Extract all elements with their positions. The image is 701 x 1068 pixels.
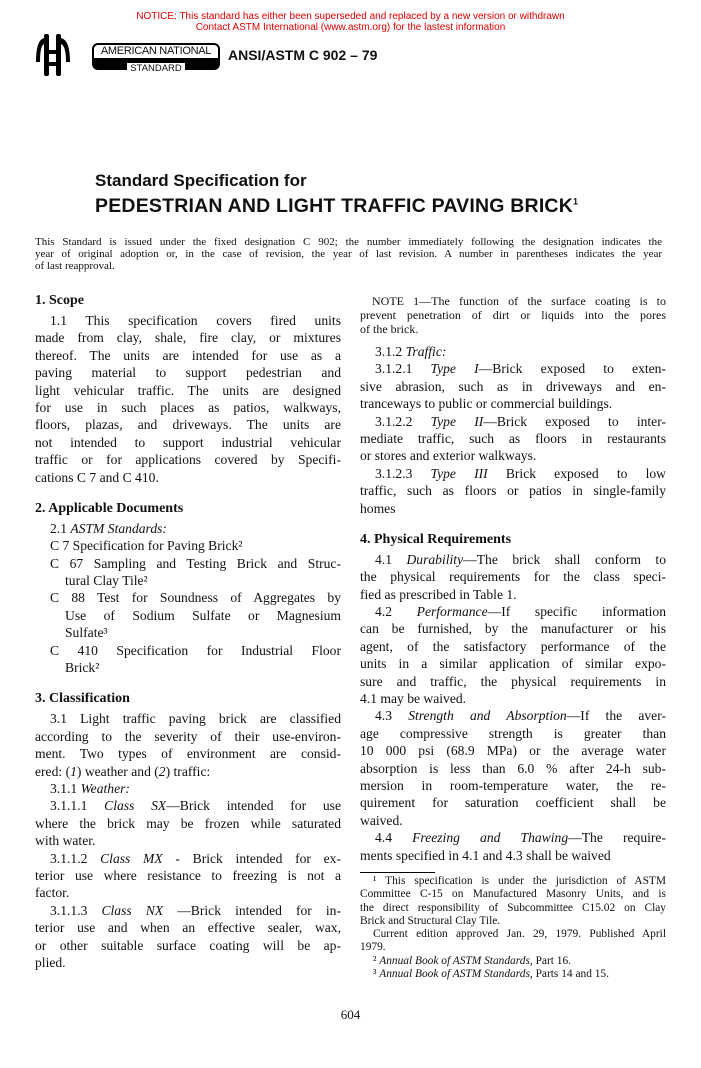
text-line: sure and traffic, the physical requirements in <box>360 673 666 689</box>
text-line <box>360 968 666 981</box>
text-line: or stores and exterior walkways. <box>360 448 537 464</box>
emphasis: Type III <box>430 465 488 481</box>
reference-item <box>35 537 341 554</box>
page-number: 604 <box>340 1007 361 1022</box>
text-run: —If the aver- <box>566 708 666 724</box>
text-line <box>360 707 666 724</box>
text-line: traffic, such as floors or patios in single-family <box>360 483 666 499</box>
emphasis: Type II <box>430 413 484 429</box>
emphasis: Performance <box>416 604 488 620</box>
emphasis: 1 <box>70 763 77 779</box>
text-line: Use of Sodium Sulfate or Magnesium <box>65 607 341 623</box>
text-run: 3.1.1.2 <box>50 850 101 866</box>
text-line: homes <box>360 500 396 516</box>
text-line: ments specified in 4.1 and 4.3 shall be waived <box>360 847 611 863</box>
section-heading: 3. Classification <box>35 691 130 707</box>
text-line <box>35 780 341 797</box>
text-line: the physical requirements for the class speci- <box>360 569 666 585</box>
note-block <box>360 294 666 336</box>
title-footnote-mark: 1 <box>573 196 579 207</box>
text-line: 1979. <box>360 941 386 954</box>
text-line: or other suitable surface coating will be ap- <box>35 937 341 953</box>
text-line <box>35 797 341 814</box>
text-line: absorption is less than 6.0 % after 24-h sub- <box>360 760 666 776</box>
footnote <box>360 875 666 928</box>
text-line: C 88 Test for Soundness of Aggregates by <box>50 590 341 606</box>
supersession-notice: NOTICE: This standard has either been superseded and replaced by a new version or withdrawn <box>136 11 565 22</box>
text-line: according to the severity of their use-environ- <box>35 728 341 744</box>
text-line: traffic or for applications covered by Specifi- <box>35 452 341 468</box>
text-line: C 7 Specification for Paving Brick² <box>50 538 243 554</box>
reference-item <box>35 589 341 641</box>
footnote-rule <box>360 872 435 873</box>
text-line: light vehicular traffic. The units are designed <box>35 382 341 398</box>
text-line: tural Clay Tile² <box>65 573 148 589</box>
issuance-statement <box>35 236 662 272</box>
emphasis: Strength and Absorption <box>408 708 567 724</box>
text-line: with water. <box>35 833 96 849</box>
text-line <box>360 603 666 620</box>
text-line: C 410 Specification for Industrial Floor <box>50 642 341 658</box>
text-line: This Standard is issued under the fixed designation C 902; the number immediately following the designation indicates the <box>35 236 662 248</box>
paragraph <box>35 312 341 486</box>
text-line <box>360 955 666 968</box>
section-heading: 2. Applicable Documents <box>35 500 184 516</box>
text-run: —Brick exposed to exten- <box>478 361 667 377</box>
section-heading: 4. Physical Requirements <box>360 531 512 547</box>
paragraph <box>35 850 341 902</box>
emphasis: Traffic: <box>405 344 447 359</box>
footnote <box>360 928 666 955</box>
paragraph <box>35 902 341 972</box>
text-line: tranceways to public or commercial buildings. <box>360 396 613 412</box>
text-line <box>35 763 341 780</box>
paragraph <box>360 360 666 412</box>
text-line: floors, plazas, and driveways. The units are <box>35 417 341 433</box>
text-run: —Brick exposed to inter- <box>483 413 666 429</box>
text-line <box>360 413 666 430</box>
text-run: 3.1.1.3 <box>50 902 102 918</box>
text-line: fied as prescribed in Table 1. <box>360 586 517 602</box>
reference-item <box>35 642 341 677</box>
text-line: sive abrasion, such as in driveways and en- <box>360 378 666 394</box>
paragraph <box>360 551 666 603</box>
text-line <box>360 551 666 568</box>
ansi-badge-top: AMERICAN NATIONAL <box>100 45 212 57</box>
text-line <box>360 465 666 482</box>
paragraph <box>360 343 666 360</box>
text-line: Brick and Structural Clay Tile. <box>360 914 501 927</box>
supersession-notice-contact: Contact ASTM International (www.astm.org) for the lastest information <box>195 22 506 33</box>
text-line: NOTE 1—The function of the surface coating is to <box>372 294 666 308</box>
paragraph <box>360 465 666 517</box>
left-column <box>35 290 341 971</box>
text-run: Brick exposed to low <box>487 465 666 481</box>
paragraph <box>360 413 666 465</box>
text-line: mersion in room-temperature water, the re- <box>360 777 666 793</box>
text-line: 10 000 psi (68.9 MPa) or the average water <box>360 743 666 759</box>
text-line <box>360 360 666 377</box>
emphasis: Class NX <box>101 902 164 918</box>
emphasis: Freezing and Thawing <box>412 830 569 846</box>
text-line: ment. Two types of environment are consid- <box>35 746 341 762</box>
paragraph <box>360 603 666 707</box>
text-run: —Brick intended for use <box>166 798 341 814</box>
paragraph <box>360 707 666 829</box>
text-line: Current edition approved Jan. 29, 1979. Published April <box>373 928 666 941</box>
text-run: 4.2 <box>375 604 417 620</box>
text-run: , Part 16. <box>529 954 572 967</box>
emphasis: Annual Book of ASTM Standards <box>379 954 530 967</box>
text-run: —Brick intended for in- <box>163 902 341 918</box>
title-main: PEDESTRIAN AND LIGHT TRAFFIC PAVING BRICK <box>95 195 573 217</box>
text-run: ³ <box>373 968 380 981</box>
text-line: cations C 7 and C 410. <box>35 469 159 485</box>
emphasis: Durability <box>406 551 464 567</box>
section-heading: 1. Scope <box>35 293 84 308</box>
text-line: plied. <box>35 954 66 970</box>
text-run: 3.1.1 <box>50 780 81 796</box>
text-line: can be furnished, by the manufacturer or his <box>360 621 666 637</box>
text-line: where the brick may be frozen while saturated <box>35 815 341 831</box>
text-line: Sulfate³ <box>65 625 108 641</box>
text-line: of the brick. <box>360 322 419 336</box>
text-line: waived. <box>360 812 403 828</box>
text-run: - Brick intended for ex- <box>162 850 342 866</box>
title-prefix: Standard Specification for <box>95 171 307 190</box>
text-run: 3.1.2.2 <box>375 413 431 429</box>
emphasis: ASTM Standards: <box>70 520 167 536</box>
text-run: 4.3 <box>375 708 409 724</box>
text-line: the direct responsibility of Subcommittee C15.02 on Clay <box>360 901 666 914</box>
text-line <box>35 520 341 537</box>
text-line: year of original adoption or, in the case of revision, the year of last revision. A number in parentheses indicates the year <box>35 248 662 260</box>
text-run: ² <box>373 954 380 967</box>
emphasis: Annual Book of ASTM Standards <box>379 968 530 981</box>
paragraph <box>35 710 341 780</box>
ansi-badge <box>92 43 220 74</box>
text-run: 2.1 <box>50 520 71 536</box>
text-line: ¹ This specification is under the jurisdiction of ASTM <box>373 875 666 887</box>
text-line <box>360 343 666 360</box>
footnotes <box>360 872 666 981</box>
standard-designation: ANSI/ASTM C 902 – 79 <box>228 47 378 63</box>
text-line: not intended to support industrial vehicular <box>35 434 341 450</box>
text-run: ered: ( <box>35 763 71 779</box>
text-line <box>360 829 666 846</box>
emphasis: Type I <box>430 361 479 377</box>
ansi-badge-bottom: STANDARD <box>127 63 185 74</box>
text-line: of last reapproval. <box>35 260 115 272</box>
reference-item <box>35 555 341 590</box>
text-line: Brick² <box>65 660 100 676</box>
text-line: 4.1 may be waived. <box>360 691 467 707</box>
text-run: 4.1 <box>375 551 407 567</box>
text-run: —The require- <box>568 830 666 846</box>
footnote <box>360 968 666 981</box>
text-line: factor. <box>35 885 70 901</box>
text-run: ) weather and ( <box>76 763 159 779</box>
emphasis: Class MX <box>100 850 163 866</box>
paragraph <box>35 797 341 849</box>
text-line: units in a similar application of similar expo- <box>360 656 666 672</box>
text-run: , Parts 14 and 15. <box>529 968 609 981</box>
text-line <box>35 850 341 867</box>
footnote <box>360 955 666 968</box>
paragraph <box>360 829 666 864</box>
text-run: 4.4 <box>375 830 413 846</box>
paragraph <box>35 520 341 537</box>
astm-logo <box>34 32 72 78</box>
text-line: quirement for saturation coefficient shall be <box>360 795 666 811</box>
text-line: paving material to support pedestrian and <box>35 365 341 381</box>
emphasis: Weather: <box>80 780 130 796</box>
text-run: —The brick shall conform to <box>463 551 667 567</box>
right-column <box>360 290 666 864</box>
text-line: mediate traffic, such as floors in restaurants <box>360 430 666 446</box>
text-run: 3.1.2.3 <box>375 465 431 481</box>
text-run: —If specific information <box>487 604 666 620</box>
text-line: terior use where resistance to freezing is not a <box>35 867 341 883</box>
text-line: age compressive strength is greater than <box>360 725 666 741</box>
text-run: ) traffic: <box>165 763 211 779</box>
text-line <box>35 902 341 919</box>
text-line: for use in such places as patios, walkways, <box>35 399 341 415</box>
text-line: agent, of the satisfactory performance of the <box>360 638 666 654</box>
text-run: 3.1.2.1 <box>375 361 431 377</box>
text-line: thereof. The units are intended for use as a <box>35 347 341 363</box>
text-line: 3.1 Light traffic paving brick are classified <box>50 711 341 727</box>
emphasis: Class SX <box>104 798 167 814</box>
emphasis: 2 <box>158 763 166 779</box>
paragraph <box>35 780 341 797</box>
text-run: 3.1.2 <box>375 344 406 359</box>
text-line: terior use and when an effective sealer, wax, <box>35 920 341 936</box>
text-line: C 67 Sampling and Testing Brick and Struc- <box>50 555 341 571</box>
document-title <box>95 195 578 218</box>
text-line: 1.1 This specification covers fired units <box>50 313 341 328</box>
text-line: prevent penetration of dirt or liquids into the pores <box>360 308 666 322</box>
text-line: made from clay, shale, fire clay, or mixtures <box>35 330 341 346</box>
text-run: 3.1.1.1 <box>50 798 105 814</box>
text-line: Committee C-15 on Manufactured Masonry Units, and is <box>360 888 666 901</box>
